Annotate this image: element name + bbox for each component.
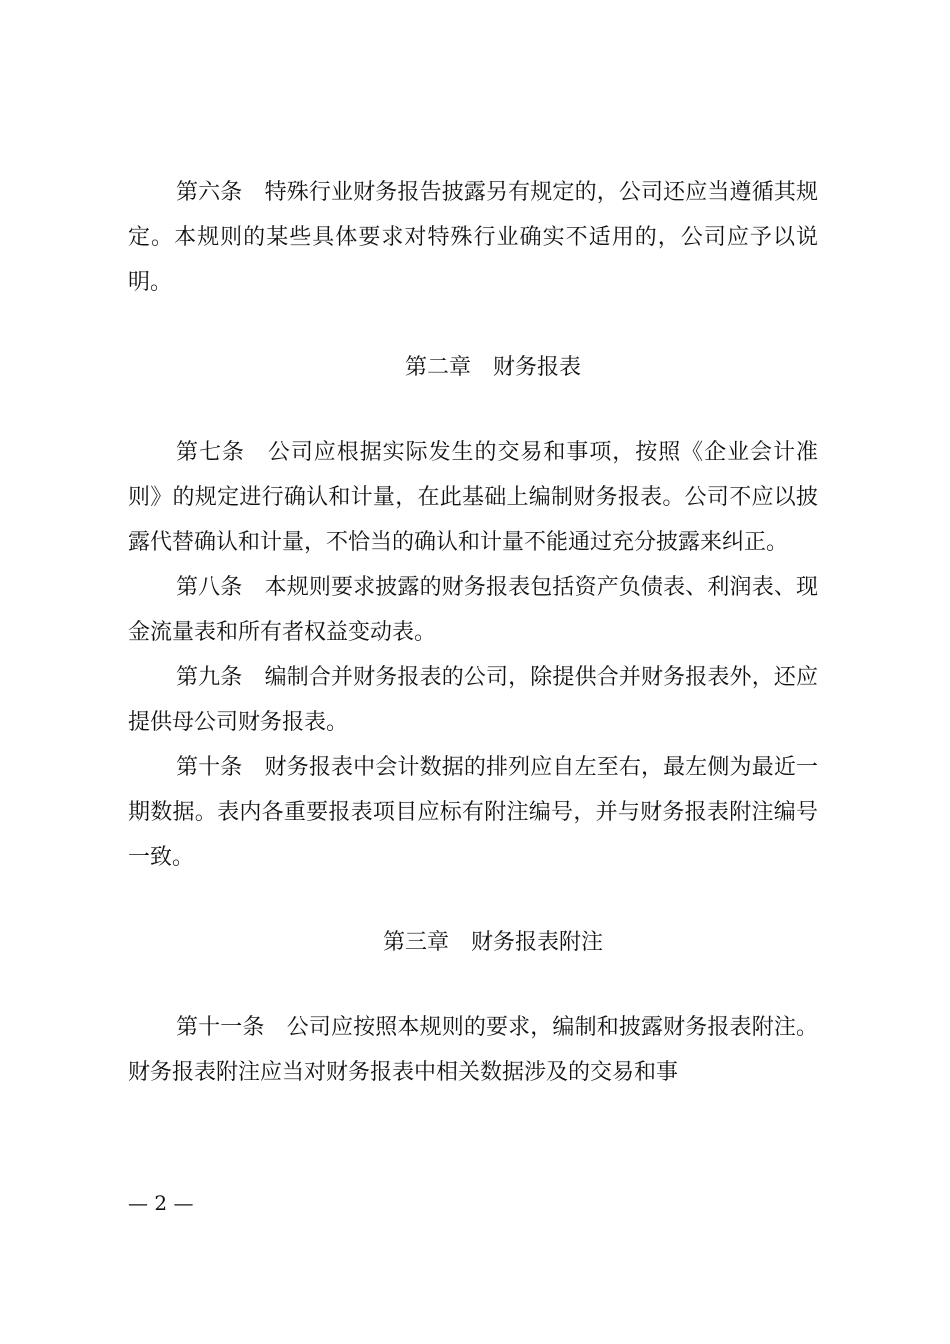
article-label: 第十一条 bbox=[176, 1015, 265, 1040]
chapter-title: 财务报表附注 bbox=[471, 930, 604, 955]
chapter-2-heading bbox=[128, 345, 818, 390]
article-label: 第九条 bbox=[176, 665, 243, 690]
article-text: 公司应根据实际发生的交易和事项，按照《企业会计准则》的规定进行确认和计量，在此基础上编制财务报表。公司不应以披露代替确认和计量，不恰当的确认和计量不能通过充分披露来纠正。 bbox=[128, 440, 818, 555]
article-label: 第七条 bbox=[176, 440, 245, 465]
article-8 bbox=[128, 565, 818, 655]
article-10 bbox=[128, 745, 818, 880]
article-text: 本规则要求披露的财务报表包括资产负债表、利润表、现金流量表和所有者权益变动表。 bbox=[128, 575, 818, 645]
chapter-label: 第二章 bbox=[404, 355, 471, 380]
chapter-3-heading bbox=[128, 920, 818, 965]
article-text: 编制合并财务报表的公司，除提供合并财务报表外，还应提供母公司财务报表。 bbox=[128, 665, 818, 735]
page-number: — 2 — bbox=[128, 1191, 194, 1215]
article-7 bbox=[128, 430, 818, 565]
chapter-title: 财务报表 bbox=[493, 355, 582, 380]
article-6 bbox=[128, 170, 818, 305]
article-text: 公司应按照本规则的要求，编制和披露财务报表附注。财务报表附注应当对财务报表中相关数据涉及的交易和事 bbox=[128, 1015, 818, 1085]
document-body bbox=[128, 170, 818, 1095]
article-text: 特殊行业财务报告披露另有规定的，公司还应当遵循其规定。本规则的某些具体要求对特殊行业确实不适用的，公司应予以说明。 bbox=[128, 180, 818, 295]
article-text: 财务报表中会计数据的排列应自左至右，最左侧为最近一期数据。表内各重要报表项目应标有附注编号，并与财务报表附注编号一致。 bbox=[128, 755, 818, 870]
chapter-label: 第三章 bbox=[382, 930, 449, 955]
article-11 bbox=[128, 1005, 818, 1095]
article-label: 第八条 bbox=[176, 575, 243, 600]
article-label: 第十条 bbox=[176, 755, 243, 780]
article-label: 第六条 bbox=[176, 180, 243, 205]
article-9 bbox=[128, 655, 818, 745]
